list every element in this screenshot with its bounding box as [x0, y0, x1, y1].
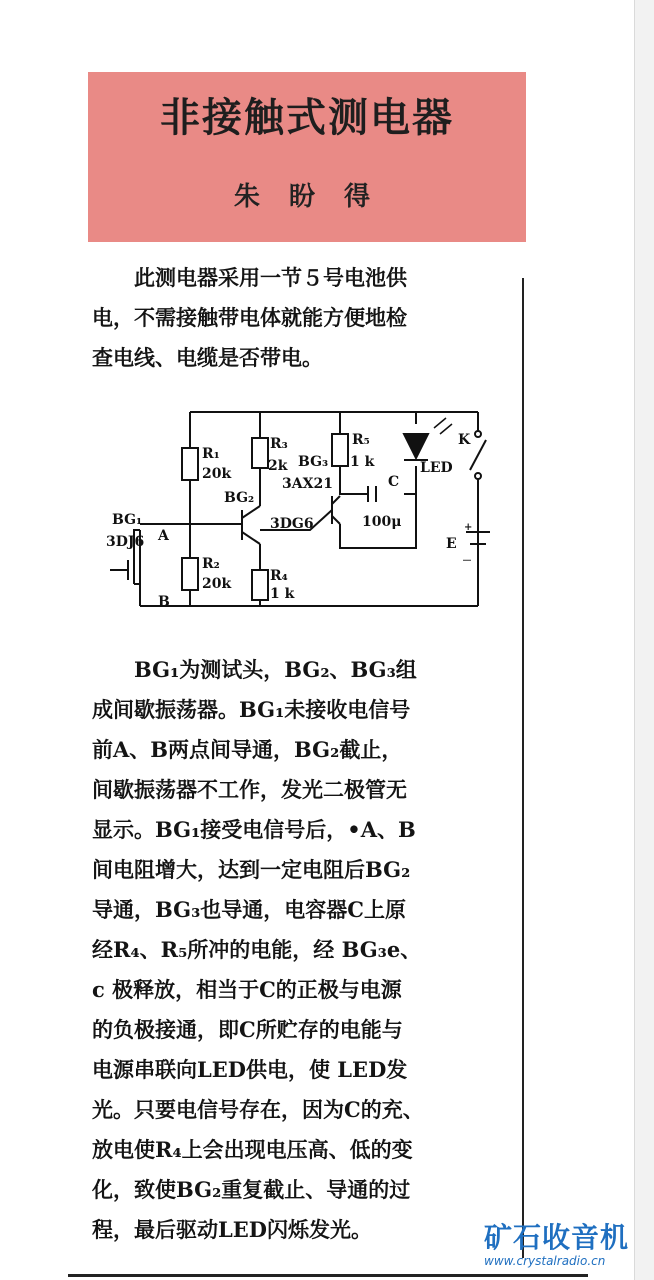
column-divider [522, 278, 524, 1258]
author-name: 朱 盼 得 [233, 182, 381, 212]
label-r1-value: 20k [202, 466, 232, 482]
switch-k-contact [475, 473, 481, 479]
circuit-diagram [100, 400, 520, 622]
intro-line: 电，不需接触带电体就能方便地检 [92, 305, 407, 330]
body-line: BG₁为测试头，BG₂、BG₃组 [134, 657, 417, 682]
watermark-logo: 矿石收音机 [484, 1221, 630, 1254]
label-c: C [388, 474, 400, 490]
scan-edge [634, 0, 654, 1280]
label-led: LED [420, 460, 453, 476]
label-r3-value: 2k [268, 458, 288, 474]
led-rays [434, 418, 452, 434]
body-line: 的负极接通，即C所贮存的电能与 [92, 1017, 403, 1042]
label-r1: R₁ [202, 446, 220, 462]
body-line: 电源串联向LED供电，使 LED发 [92, 1057, 408, 1082]
label-e: E [446, 536, 457, 552]
body-paragraph [92, 650, 504, 1250]
body-line: 间歇振荡器不工作，发光二极管无 [92, 777, 407, 802]
label-bg3: BG₃ [298, 454, 329, 470]
body-line: 前A、B两点间导通，BG₂截止， [92, 737, 403, 762]
label-minus: － [462, 556, 472, 567]
body-line: 间电阻增大，达到一定电阻后BG₂ [92, 857, 411, 882]
circuit-wires [110, 412, 490, 606]
led-symbol [404, 434, 428, 458]
label-r5: R₅ [352, 432, 370, 448]
label-r5-value: 1 k [350, 454, 375, 470]
body-line: 化，致使BG₂重复截止、导通的过 [92, 1177, 411, 1202]
intro-line: 此测电器采用一节５号电池供 [134, 265, 407, 290]
watermark-url: www.crystalradio.cn [484, 1254, 606, 1268]
label-b: B [158, 594, 170, 610]
label-c-value: 100μ [362, 514, 402, 530]
label-r2-value: 20k [202, 576, 232, 592]
bottom-rule [68, 1274, 588, 1277]
resistor-r5 [332, 434, 348, 466]
body-line: 程，最后驱动LED闪烁发光。 [92, 1217, 372, 1242]
intro-paragraph [92, 258, 504, 378]
switch-k-contact [475, 431, 481, 437]
watermark [484, 1216, 629, 1268]
circuit-labels [106, 432, 472, 610]
article-title: 非接触式测电器 [160, 95, 454, 141]
label-r3: R₃ [270, 436, 288, 452]
label-bg2: BG₂ [224, 490, 255, 506]
body-line: c 极释放，相当于C的正极与电源 [92, 977, 402, 1002]
label-bg3-model: 3AX21 [282, 476, 333, 492]
body-line: 显示。BG₁接受电信号后，•A、B [92, 817, 416, 842]
label-bg2-model: 3DG6 [270, 516, 314, 532]
label-a: A [158, 528, 169, 544]
label-bg1-model: 3DJ6 [106, 534, 145, 550]
body-line: 经R₄、R₅所冲的电能，经 BG₃e、 [92, 937, 422, 962]
label-r4-value: 1 k [270, 586, 295, 602]
label-bg1: BG₁ [112, 512, 143, 528]
resistor-r3 [252, 438, 268, 468]
resistor-r1 [182, 448, 198, 480]
body-line: 放电使R₄上会出现电压高、低的变 [92, 1137, 413, 1162]
title-banner [88, 72, 526, 242]
body-line: 导通，BG₃也导通，电容器C上原 [92, 897, 406, 922]
label-k: K [458, 432, 471, 448]
body-line: 光。只要电信号存在，因为C的充、 [92, 1097, 424, 1122]
resistor-r4 [252, 570, 268, 600]
capacitor-c [368, 486, 376, 502]
intro-line: 查电线、电缆是否带电。 [92, 345, 323, 370]
label-plus: + [464, 522, 473, 533]
resistor-r2 [182, 558, 198, 590]
body-line: 成间歇振荡器。BG₁未接收电信号 [92, 697, 411, 722]
label-r2: R₂ [202, 556, 220, 572]
label-r4: R₄ [270, 568, 288, 584]
